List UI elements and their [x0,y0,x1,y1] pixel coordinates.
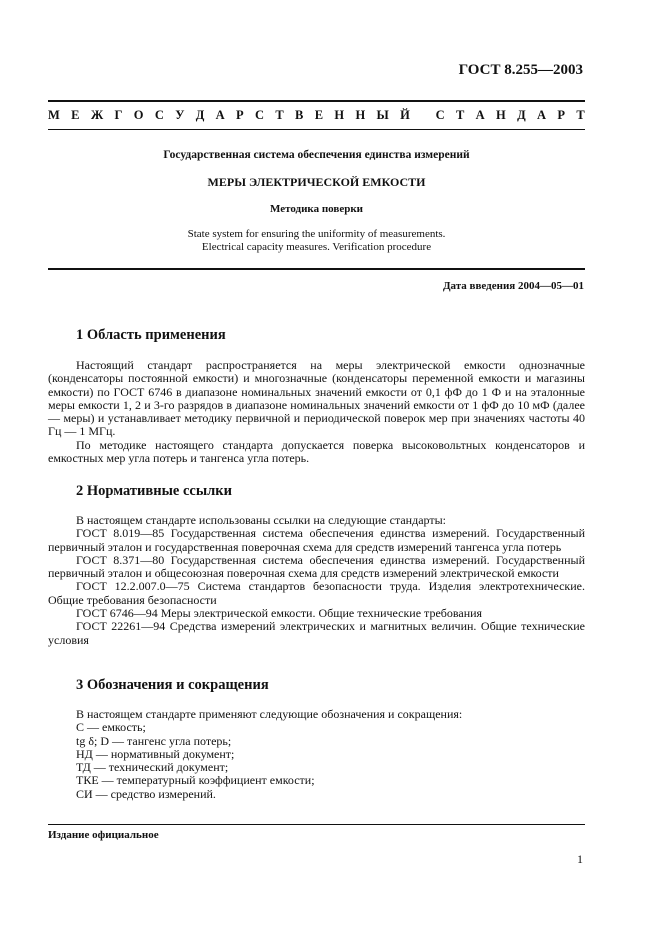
abbreviation-item: C — емкость; [76,720,146,735]
banner-letter: О [133,108,144,122]
abbreviation-item: ТКЕ — температурный коэффициент емкости; [76,773,315,788]
banner-letter: Т [275,108,284,122]
banner-letter: В [295,108,304,122]
banner-letter: Т [455,108,465,122]
banner-letter: Р [557,108,566,122]
section1-paragraph1: Настоящий стандарт распространяется на меры электрической емкости однозначные (конденсаторы постоянной емкости) и многозначные (конденсаторы переменной емкости и магазины емкости) по ГОСТ 6746 в диапазоне номинальных значений емкости от 0,1 фФ до 1 Ф и на эталонные меры емкости 1, 2 и 3-го разрядов в диапазоне номинальных значений емкости от 1 фФ до 10 мФ (далее — меры) и устанавливает методику первичной и периодической поверок мер при значениях частоты 40 Гц — 1 МГц. [48,358,585,439]
abbreviation-item: НД — нормативный документ; [76,746,235,761]
english-title [48,228,585,254]
title-rule [48,268,585,270]
banner-letter: Е [71,108,80,122]
banner-letter: Т [576,108,585,122]
reference-item: ГОСТ 8.019—85 Государственная система обеспечения единства измерений. Государственный первичный эталон и государственная поверочная схема для средств измерений тангенса угла потерь [48,526,585,554]
banner-letter: М [48,108,60,122]
section3-body [48,708,585,801]
section2-body [48,514,585,647]
banner-letter: А [537,108,547,122]
top-rule [48,100,585,102]
reference-item: ГОСТ 8.371—80 Государственная система обеспечения единства измерений. Государственный первичный эталон и общесоюзная поверочная схема для средств измерений электрической емкости [48,552,585,581]
official-edition-label: Издание официальное [48,829,159,841]
banner-letter: Н [334,108,345,122]
document-code: ГОСТ 8.255—2003 [458,62,583,78]
banner-letter: Ж [90,108,104,122]
banner-letter: Е [314,108,324,122]
banner-letter: А [215,108,225,122]
footer-rule [48,824,585,825]
reference-item: ГОСТ 12.2.007.0—75 Система стандартов безопасности труда. Изделия электротехнические. Общие требования безопасности [48,579,585,607]
subtitle: Методика поверки [269,203,364,215]
section2-intro: В настоящем стандарте использованы ссылки на следующие стандарты: [76,513,447,527]
banner-letter: У [175,108,185,122]
section1-paragraph2: По методике настоящего стандарта допускается поверка высоковольтных конденсаторов и емкостных мер угла потерь и тангенса угла потерь. [48,437,585,466]
reference-item: ГОСТ 6746—94 Меры электрической емкости. Общие технические требования [76,606,483,621]
main-title: МЕРЫ ЭЛЕКТРИЧЕСКОЙ ЕМКОСТИ [207,175,426,189]
banner-letter: Р [236,108,244,122]
banner-letter: С [435,108,445,122]
page-number: 1 [577,852,583,866]
introduction-date: Дата введения 2004—05—01 [442,280,584,292]
banner-letter: С [255,108,265,122]
banner-letter: А [475,108,485,122]
banner-letter: Г [114,108,123,122]
english-title-line2: Electrical capacity measures. Verification procedure [201,241,432,253]
section3-intro: В настоящем стандарте применяют следующие обозначения и сокращения: [76,707,463,721]
abbreviation-item: СИ — средство измерений. [76,786,216,801]
system-title: Государственная система обеспечения единства измерений [163,149,470,161]
abbreviation-item: ТД — технический документ; [76,760,229,775]
banner-letter [421,108,424,123]
banner-letter: Ы [376,108,389,122]
section2-heading: 2 Нормативные ссылки [76,483,232,499]
interstate-standard-banner [48,108,585,123]
section3-heading: 3 Обозначения и сокращения [76,677,269,693]
banner-letter: Й [400,108,410,122]
banner-letter: Н [496,108,506,122]
banner-letter: Д [195,108,205,122]
banner-letter: Д [517,108,526,122]
section1-heading: 1 Область применения [76,327,226,343]
reference-item: ГОСТ 22261—94 Средства измерений электрических и магнитных величин. Общие технические условия [48,619,585,647]
banner-letter: С [154,108,164,122]
english-title-line1: State system for ensuring the uniformity of measurements. [187,228,446,240]
section1-body [48,359,585,465]
abbreviation-item: tg δ; D — тангенс угла потерь; [76,733,232,748]
banner-rule [48,129,585,130]
banner-letter: Н [355,108,366,122]
